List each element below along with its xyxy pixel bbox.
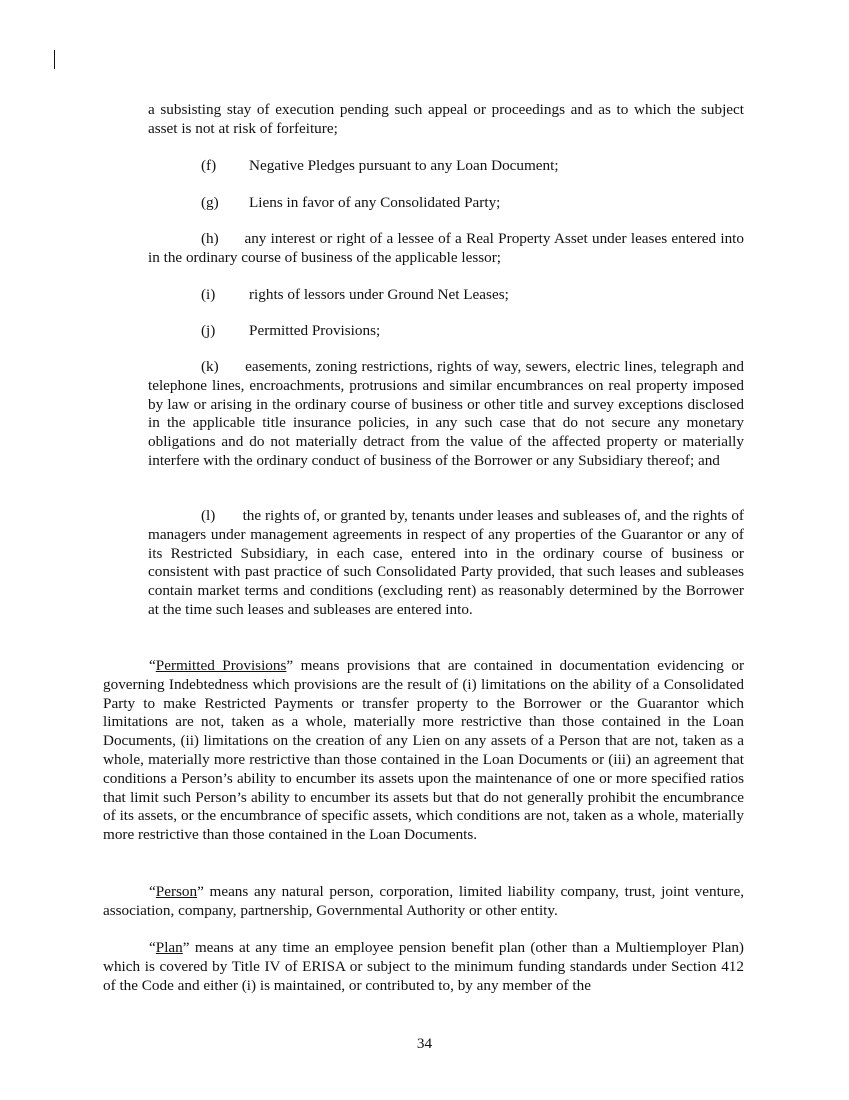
- open-quote: “: [149, 939, 156, 956]
- list-item-text: Liens in favor of any Consolidated Party;: [249, 194, 501, 211]
- continuation-paragraph: a subsisting stay of execution pending such appeal or proceedings and as to which the subject asset is not at risk of forfeiture;: [148, 101, 744, 137]
- definition-text: ” means provisions that are contained in documentation evidencing or governing Indebtedness which provisions are the result of (i) limitations on the ability of a Consolidated Party to make Restricted Payments or transfer property to the Borrower or the Guarantor which limitations are not, taken as a whole, materially more restrictive than those contained in the Loan Documents, (ii) limitations on the creation of any Lien on any assets of a Person that are not, taken as a whole, materially more restrictive than those contained in the Loan Documents or (iii) an agreement that conditions a Person’s ability to encumber its assets upon the maintenance of one or more specified ratios that limit such Person’s ability to encumber its assets but that do not generally prohibit the encumbrance of its assets, or the encumbrance of specific assets, which conditions are not, taken as a whole, materially more restrictive than those contained in the Loan Documents.: [103, 657, 744, 844]
- list-item-text: Negative Pledges pursuant to any Loan Document;: [249, 157, 559, 174]
- definition-person: [103, 883, 744, 921]
- list-item-label: (g): [201, 194, 219, 211]
- open-quote: “: [149, 883, 156, 900]
- list-item-label: (l): [201, 507, 216, 524]
- list-item-label: (i): [201, 286, 216, 303]
- list-item-i: [201, 286, 509, 305]
- list-item-text: the rights of, or granted by, tenants under leases and subleases of, and the rights of managers under management agreements in respect of any properties of the Guarantor or any of its Restricted Subsidiary, in each case, entered into in the ordinary course of business or consistent with past practice of such Consolidated Party provided, that such leases and subleases contain market terms and conditions (excluding rent) as reasonably determined by the Borrower at the time such leases and subleases are entered into.: [148, 507, 744, 618]
- definition-permitted-provisions: [103, 657, 744, 845]
- definition-text: ” means any natural person, corporation, limited liability company, trust, joint venture, association, company, partnership, Governmental Authority or other entity.: [103, 883, 744, 919]
- list-item-text: easements, zoning restrictions, rights of way, sewers, electric lines, telegraph and telephone lines, encroachments, protrusions and similar encumbrances on real property imposed by law or arising in the ordinary course of business or other title and survey exceptions disclosed in the applicable title insurance policies, in any such case that do not secure any monetary obligations and do not materially detract from the value of the affected property or materially interfere with the ordinary conduct of business of the Borrower or any Subsidiary thereof; and: [148, 358, 744, 469]
- list-item-k: [148, 358, 744, 471]
- defined-term: Plan: [155, 939, 183, 956]
- list-item-label: (k): [201, 358, 219, 375]
- open-quote: “: [149, 657, 156, 674]
- list-item-h: [148, 230, 744, 268]
- list-item-text: rights of lessors under Ground Net Leases;: [249, 286, 509, 303]
- defined-term: Person: [155, 883, 198, 900]
- definition-plan: [103, 939, 744, 995]
- definition-text: ” means at any time an employee pension benefit plan (other than a Multiemployer Plan) which is covered by Title IV of ERISA or subject to the minimum funding standards under Section 412 of the Code and either (i) is maintained, or contributed to, by any member of the: [103, 939, 744, 994]
- list-item-text: Permitted Provisions;: [249, 322, 381, 339]
- defined-term: Permitted Provisions: [155, 657, 287, 674]
- list-item-label: (f): [201, 157, 217, 174]
- list-item-label: (h): [201, 230, 219, 247]
- list-item-f: [201, 157, 559, 176]
- list-item-l: [148, 507, 744, 620]
- list-item-j: [201, 322, 380, 341]
- text-cursor-mark: [54, 50, 55, 69]
- page-number: 34: [416, 1035, 433, 1052]
- list-item-label: (j): [201, 322, 216, 339]
- list-item-text: any interest or right of a lessee of a Real Property Asset under leases entered into in the ordinary course of business of the applicable lessor;: [148, 230, 744, 266]
- list-item-g: [201, 194, 500, 213]
